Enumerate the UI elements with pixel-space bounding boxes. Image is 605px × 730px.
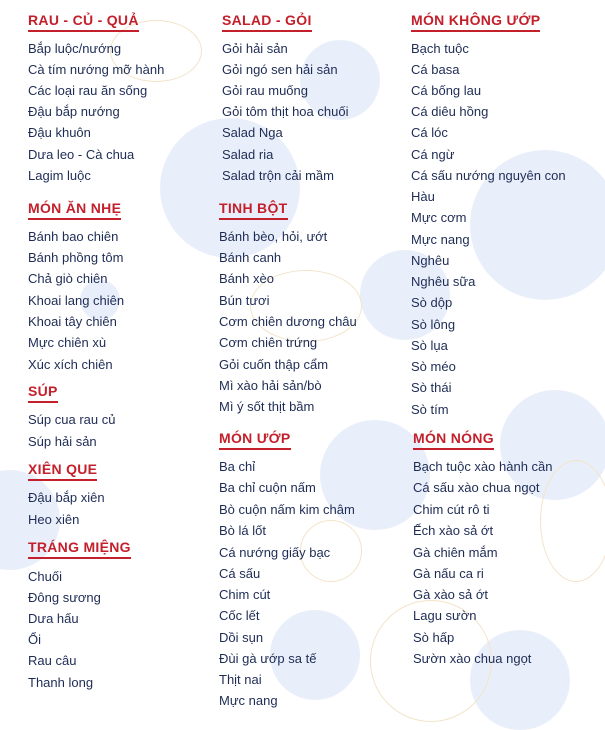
menu-item: Mì xào hải sản/bò [219, 378, 322, 393]
menu-section-salad-goi [222, 12, 349, 183]
menu-item: Bánh phồng tôm [28, 250, 124, 265]
menu-item: Mực nang [219, 693, 278, 708]
menu-item: Gỏi cuốn thập cẩm [219, 357, 329, 372]
menu-section-rau-cu-qua [28, 12, 165, 183]
menu-item: Lagim luộc [28, 168, 91, 183]
section-title: XIÊN QUE [28, 461, 97, 481]
menu-item: Cà tím nướng mỡ hành [28, 62, 165, 77]
menu-section-mon-khong-uop [411, 12, 566, 417]
menu-item: Sò lông [411, 317, 456, 332]
menu-item: Mực chiên xù [28, 335, 107, 350]
menu-item: Gà chiên mắm [413, 545, 498, 560]
section-title: MÓN ĂN NHẸ [28, 200, 121, 220]
menu-item: Cá diêu hồng [411, 104, 489, 119]
menu-item: Xúc xích chiên [28, 357, 113, 372]
section-title: TINH BỘT [219, 200, 288, 220]
menu-item: Nghêu [411, 253, 450, 268]
menu-item: Ba chỉ cuộn nấm [219, 480, 316, 495]
menu-item: Đậu bắp nướng [28, 104, 120, 119]
menu-item: Đông sương [28, 590, 101, 605]
menu-item: Thịt nai [219, 672, 262, 687]
menu-item: Cá sấu [219, 566, 261, 581]
menu-item: Chim cút rô ti [413, 502, 490, 517]
menu-item: Bún tươi [219, 293, 270, 308]
menu-item: Bánh xèo [219, 271, 274, 286]
menu-item: Bạch tuộc [411, 41, 469, 56]
menu-item: Cá bống lau [411, 83, 482, 98]
menu-item: Súp hải sản [28, 434, 97, 449]
menu-item: Salad ria [222, 147, 274, 162]
menu-item: Chuối [28, 569, 62, 584]
menu-item: Bắp luộc/nướng [28, 41, 122, 56]
menu-item: Cốc lết [219, 608, 260, 623]
menu-item: Cá sấu xào chua ngọt [413, 480, 540, 495]
menu-item: Rau câu [28, 653, 77, 668]
menu-item: Sò dộp [411, 295, 453, 310]
decor-outline [540, 460, 605, 582]
menu-item: Sò thái [411, 380, 452, 395]
menu-item: Cá basa [411, 62, 460, 77]
menu-item: Súp cua rau củ [28, 412, 116, 427]
menu-section-xien-que [28, 461, 105, 527]
menu-item: Bò lá lốt [219, 523, 266, 538]
section-title: RAU - CỦ - QUẢ [28, 12, 139, 32]
section-title: SÚP [28, 383, 58, 403]
menu-item: Sò hấp [413, 630, 455, 645]
menu-item: Đậu bắp xiên [28, 490, 105, 505]
menu-item: Cá sấu nướng nguyên con [411, 168, 566, 183]
menu-section-trang-mieng [28, 539, 131, 690]
menu-item: Thanh long [28, 675, 94, 690]
menu-item: Mực cơm [411, 210, 467, 225]
menu-item: Dưa leo - Cà chua [28, 147, 135, 162]
menu-item: Bạch tuộc xào hành cần [413, 459, 553, 474]
menu-item: Cá nướng giấy bạc [219, 545, 331, 560]
menu-item: Gỏi tôm thịt hoa chuối [222, 104, 349, 119]
menu-item: Sò méo [411, 359, 456, 374]
menu-item: Cơm chiên trứng [219, 335, 318, 350]
menu-item: Cá ngừ [411, 147, 455, 162]
menu-item: Đùi gà ướp sa tế [219, 651, 317, 666]
menu-item: Dồi sụn [219, 630, 264, 645]
menu-item: Sườn xào chua ngọt [413, 651, 532, 666]
menu-item: Mực nang [411, 232, 470, 247]
menu-item: Bánh bèo, hỏi, ướt [219, 229, 328, 244]
section-title: MÓN NÓNG [413, 430, 494, 450]
menu-section-mon-nong [413, 430, 553, 666]
menu-section-mon-an-nhe [28, 200, 125, 372]
menu-item: Heo xiên [28, 512, 80, 527]
menu-item: Sò lụa [411, 338, 448, 353]
menu-item: Các loại rau ăn sống [28, 83, 148, 98]
menu-section-sup [28, 383, 116, 449]
menu-section-tinh-bot [219, 200, 357, 414]
menu-item: Dưa hấu [28, 611, 79, 626]
menu-item: Ba chỉ [219, 459, 256, 474]
menu-section-mon-uop [219, 430, 355, 708]
menu-item: Bò cuộn nấm kim châm [219, 502, 355, 517]
menu-item: Gà nấu ca ri [413, 566, 484, 581]
menu-item: Gỏi rau muống [222, 83, 308, 98]
menu-item: Mì ý sốt thịt bầm [219, 399, 315, 414]
menu-item: Cá lóc [411, 125, 448, 140]
menu-item: Lagu sườn [413, 608, 477, 623]
menu-item: Salad trộn cải mầm [222, 168, 334, 183]
menu-item: Hàu [411, 189, 435, 204]
menu-item: Khoai lang chiên [28, 293, 125, 308]
menu-item: Bánh canh [219, 250, 282, 265]
menu-item: Nghêu sữa [411, 274, 476, 289]
menu-item: Chả giò chiên [28, 271, 108, 286]
section-title: TRÁNG MIỆNG [28, 539, 131, 559]
menu-item: Khoai tây chiên [28, 314, 117, 329]
section-title: SALAD - GỎI [222, 12, 312, 32]
menu-item: Bánh bao chiên [28, 229, 119, 244]
menu-item: Ổi [28, 632, 41, 647]
menu-item: Chim cút [219, 587, 271, 602]
menu-item: Salad Nga [222, 125, 283, 140]
menu-item: Cơm chiên dương châu [219, 314, 357, 329]
menu-item: Đậu khuôn [28, 125, 91, 140]
section-title: MÓN KHÔNG ƯỚP [411, 12, 540, 32]
menu-item: Gỏi ngó sen hải sản [222, 62, 338, 77]
menu-item: Gà xào sả ớt [413, 587, 489, 602]
menu-item: Gỏi hải sản [222, 41, 288, 56]
section-title: MÓN ƯỚP [219, 430, 291, 450]
menu-item: Sò tím [411, 402, 449, 417]
menu-item: Ếch xào sả ớt [413, 523, 494, 538]
